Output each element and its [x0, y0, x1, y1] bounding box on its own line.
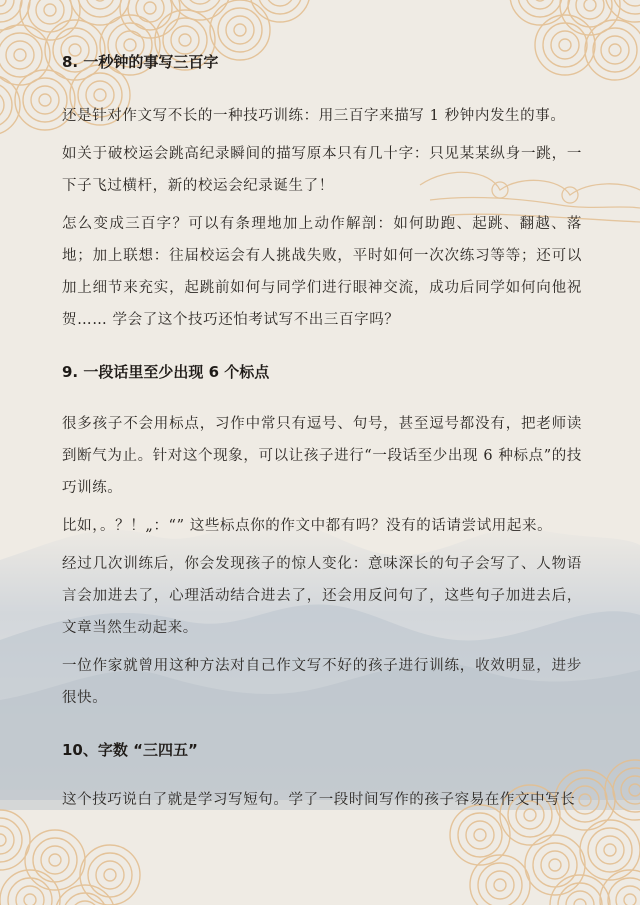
section-9-heading: 9. 一段话里至少出现 6 个标点: [62, 363, 270, 381]
section-8-paragraph-2: 如关于破校运会跳高纪录瞬间的描写原本只有几十字：只见某某纵身一跳，一下子飞过横杆，新的校运会纪录诞生了！: [62, 146, 582, 194]
article-body: [62, 52, 582, 816]
section-9-paragraph-1: 很多孩子不会用标点，习作中常只有逗号、句号，甚至逗号都没有，把老师读到断气为止。针对这个现象，可以让孩子进行“一段话至少出现 6 种标点”的技巧训练。: [62, 416, 582, 496]
section-10-heading: 10、字数 “三四五”: [62, 741, 198, 759]
section-9-paragraph-3: 经过几次训练后，你会发现孩子的惊人变化：意味深长的句子会写了、人物语言会加进去了，心理活动结合进去了，还会用反问句了，这些句子加进去后，文章当然生动起来。: [62, 556, 582, 636]
section-8-paragraph-1: 还是针对作文写不长的一种技巧训练：用三百字来描写 1 秒钟内发生的事。: [62, 108, 566, 124]
section-8-heading: 8. 一秒钟的事写三百字: [62, 53, 219, 71]
section-8-paragraph-3: 怎么变成三百字？可以有条理地加上动作解剖：如何助跑、起跳、翻越、落地；加上联想：往届校运会有人挑战失败，平时如何一次次练习等等；还可以加上细节来充实，起跳前如何与同学们进行眼神交流，成功后同学如何向他祝贺…… 学会了这个技巧还怕考试写不出三百字吗？: [62, 216, 582, 328]
section-9-paragraph-4: 一位作家就曾用这种方法对自己作文写不好的孩子进行训练，收效明显，进步很快。: [62, 658, 582, 706]
section-9-paragraph-2: 比如，。？！„：“” 这些标点你的作文中都有吗？没有的话请尝试用起来。: [62, 518, 553, 534]
section-10-paragraph-1: 这个技巧说白了就是学习写短句。学了一段时间写作的孩子容易在作文中写长: [62, 792, 576, 808]
